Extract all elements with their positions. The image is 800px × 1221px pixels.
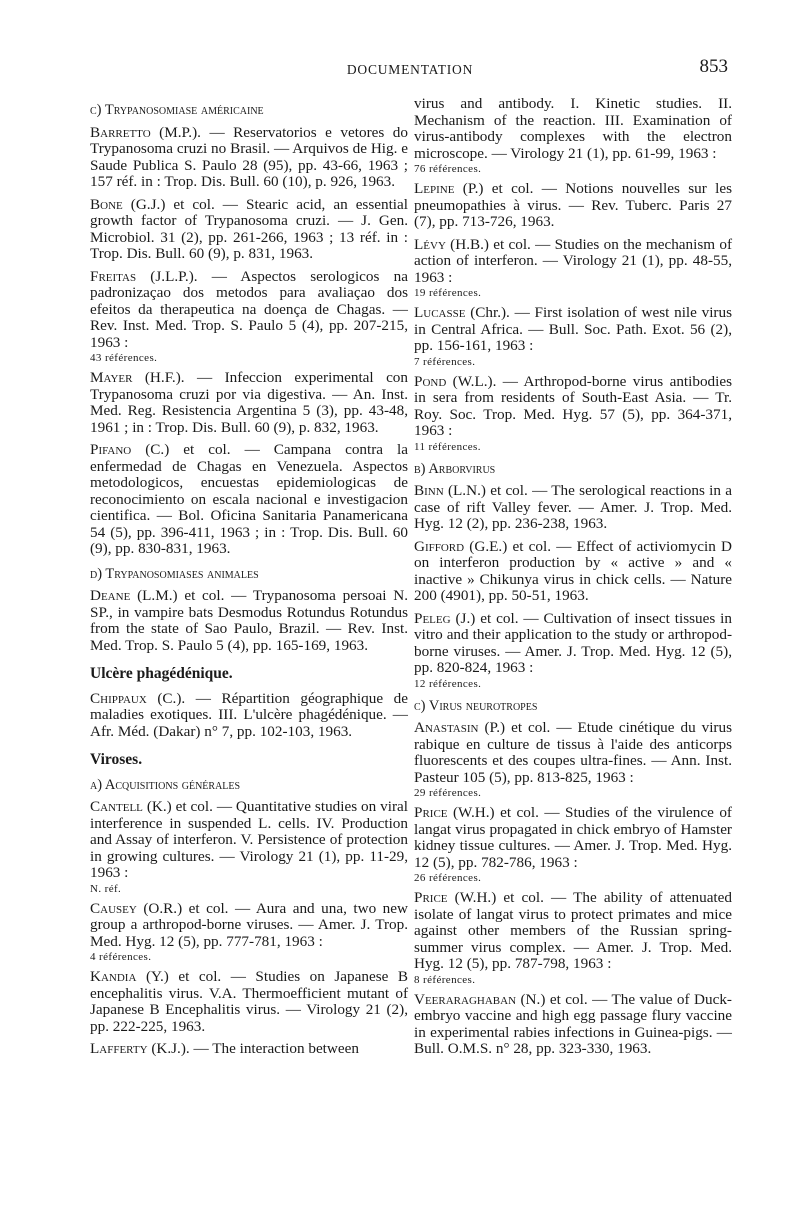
entry-citation: (M.P.). — Reservatorios e vetores do Trypanosoma cruzi no Brasil. — Arquivos de Hig. e Saude Publica S. Paulo 28 (95), pp. 43-66, 1963 ; 157 réf. in : Trop. Dis. Bull. 60 (10), p. 926, 1963.: [90, 123, 408, 190]
bibliography-entry: [414, 539, 732, 605]
entry-citation: (Y.) et col. — Studies on Japanese B encephalitis virus. V.A. Thermoefficient mutant of Japanese B Encephalitis virus. — Virology 21 (2), pp. 222-225, 1963.: [90, 968, 408, 1035]
section-heading: Viroses.: [90, 751, 143, 768]
entry-reference-count: 8 références.: [414, 973, 476, 986]
entry-reference-count: 76 références.: [414, 163, 482, 175]
bibliography-entry: [414, 374, 732, 453]
entry-reference-count: 26 références.: [414, 872, 482, 884]
subsection-heading: [90, 566, 408, 583]
bibliography-entry: [414, 483, 732, 533]
entry-citation: (W.H.) et col. — Studies of the virulence of langat virus propagated in chick embryo of Hamster kidney tissue cultures. — Amer. J. Trop. Med. Hyg. 12 (5), pp. 782-786, 1963 :: [414, 804, 732, 871]
entry-citation: (J.L.P.). — Aspectos serologicos na padronizaçao dos metodos para avaliaçao dos efeitos da therapeutica na doença de Chagas. — Rev. Inst. Med. Trop. S. Paulo 5 (4), pp. 207-215, 1963 :: [90, 267, 408, 351]
entry-author: Veeraraghaban: [414, 990, 517, 1008]
right-column: [414, 96, 732, 1064]
entry-citation: (O.R.) et col. — Aura and una, two new group a arthropod-borne viruses. — Amer. J. Trop. Med. Hyg. 12 (5), pp. 777-781, 1963 :: [90, 899, 408, 950]
entry-citation: (W.H.) et col. — The ability of attenuated isolate of langat virus to protect primates and mice against other members of the Russian spring-summer virus complex. — Amer. J. Trop. Med. Hyg. 12 (5), pp. 787-798, 1963 :: [414, 889, 732, 972]
bibliography-entry: [414, 992, 732, 1058]
entry-citation: (P.) et col. — Etude cinétique du virus rabique en culture de tissus à l'aide des anticorps fluorescents et des coupes ultra-fines. — Ann. Inst. Pasteur 105 (5), pp. 813-825, 1963 :: [414, 719, 732, 786]
entry-citation: (G.J.) et col. — Stearic acid, an essential growth factor of Trypanosoma cruzi. — J. Gen. Microbiol. 31 (2), pp. 261-266, 1963 ; 13 réf. in : Trop. Dis. Bull. 60 (9), p. 831, 1963.: [90, 195, 408, 262]
entry-citation: (C.). — Répartition géographique de maladies exotiques. III. L'ulcère phagédénique. — Afr. Méd. (Dakar) n° 7, pp. 102-103, 1963.: [90, 689, 408, 740]
entry-citation: (K.) et col. — Quantitative studies on viral interference in suspended L. cells. IV. Production and Assay of interferon. V. Persistence of protection in growing cultures. — Virology 21 (1), pp. 11-29, 1963 :: [90, 798, 408, 881]
entry-reference-count: 4 références.: [90, 951, 152, 963]
page-header: [90, 56, 730, 86]
entry-citation: (H.F.). — Infeccion experimental con Trypanosoma cruzi por via digestiva. — An. Inst. Med. Reg. Resistencia Argentina 5 (3), pp. 43-48, 1961 ; in : Trop. Dis. Bull. 60 (9), p. 832, 1963.: [90, 369, 408, 436]
entry-author: Mayer: [90, 369, 133, 386]
entry-author: Lepine: [414, 180, 455, 197]
entry-citation: (Chr.). — First isolation of west nile virus in Central Africa. — Bull. Soc. Path. Exot. 56 (2), pp. 156-161, 1963 :: [414, 304, 732, 354]
subsection-heading: [90, 777, 408, 794]
bibliography-entry: [414, 720, 732, 799]
entry-author: Lévy: [414, 235, 446, 253]
bibliography-entry: [90, 588, 408, 654]
entry-author: Kandia: [90, 968, 137, 985]
entry-citation: (L.N.) et col. — The serological reactions in a case of rift Valley fever. — Amer. J. Trop. Med. Hyg. 12 (2), pp. 236-238, 1963.: [414, 482, 732, 532]
subsection-heading-text: d) Trypanosomiases animales: [90, 565, 259, 582]
entry-reference-count: N. réf.: [90, 882, 122, 895]
entry-author: Price: [414, 889, 448, 906]
entry-author: Chippaux: [90, 689, 147, 707]
bibliography-entry: [90, 197, 408, 263]
entry-reference-count: 7 références.: [414, 355, 476, 368]
entry-citation: (P.) et col. — Notions nouvelles sur les pneumopathies à virus. — Rev. Tuberc. Paris 27 (7), pp. 713-726, 1963.: [414, 180, 732, 230]
entry-citation: (N.) et col. — The value of Duck-embryo vaccine and high egg passage flury vaccine in experimental rabies infections in Guinea-pigs. — Bull. O.M.S. n° 28, pp. 323-330, 1963.: [414, 990, 732, 1057]
bibliography-entry: [90, 969, 408, 1035]
bibliography-entry: [414, 237, 732, 300]
entry-author: Deane: [90, 587, 131, 604]
running-title: DOCUMENTATION: [346, 62, 474, 77]
bibliography-entry: [414, 305, 732, 368]
entry-citation: (L.M.) et col. — Trypanosoma persoai N. SP., in vampire bats Desmodus Rotundus Rotundus from the state of Sao Paulo, Brazil. — Rev. Inst. Med. Trop. S. Paulo 5 (4), pp. 165-169, 1963.: [90, 587, 408, 654]
subsection-heading-text: b) Arborvirus: [414, 460, 496, 477]
page-number: 853: [699, 56, 728, 77]
entry-author: Lucasse: [414, 304, 466, 321]
entry-reference-count: 12 références.: [414, 677, 482, 690]
entry-author: Freitas: [90, 267, 137, 285]
entry-author: Price: [414, 804, 448, 821]
entry-author: Binn: [414, 482, 444, 499]
entry-reference-count: 19 références.: [414, 287, 482, 299]
entry-author: Pifano: [90, 441, 132, 458]
entry-author: Bone: [90, 195, 123, 213]
entry-reference-count: 43 références.: [90, 352, 158, 364]
entry-author: Causey: [90, 899, 137, 917]
entry-citation: (H.B.) et col. — Studies on the mechanism of action of interferon. — Virology 21 (1), pp. 48-55, 1963 :: [414, 235, 732, 286]
entry-citation: virus and antibody. I. Kinetic studies. II. Mechanism of the reaction. III. Examination of virus-antibody complexes with the electron microscope. — Virology 21 (1), pp. 61-99, 1963 :: [414, 95, 732, 162]
entry-citation: (W.L.). — Arthropod-borne virus antibodies in sera from residents of South-East Asia. — Tr. Roy. Soc. Trop. Med. Hyg. 57 (5), pp. 364-371, 1963 :: [414, 372, 732, 439]
subsection-heading: [90, 102, 408, 119]
bibliography-entry: [414, 96, 732, 175]
section-heading: Ulcère phagédénique.: [90, 665, 233, 682]
bibliography-entry: [90, 1041, 408, 1058]
entry-citation: (J.) et col. — Cultivation of insect tissues in vitro and their application to the study or arthropod-borne viruses. — Amer. J. Trop. Med. Hyg. 12 (5), pp. 820-824, 1963 :: [414, 609, 732, 676]
bibliography-entry: [414, 890, 732, 986]
entry-citation: (K.J.). — The interaction between: [147, 1040, 359, 1057]
bibliography-entry: [414, 805, 732, 884]
entry-author: Cantell: [90, 798, 143, 815]
subsection-heading: [414, 461, 732, 478]
entry-author: Lafferty: [90, 1040, 148, 1057]
bibliography-entry: [90, 799, 408, 895]
bibliography-entry: [90, 901, 408, 964]
entry-reference-count: 29 références.: [414, 787, 482, 799]
entry-author: Barretto: [90, 123, 151, 141]
entry-author: Pond: [414, 372, 447, 390]
bibliography-entry: [90, 442, 408, 558]
bibliography-entry: [90, 125, 408, 191]
bibliography-entry: [414, 611, 732, 690]
subsection-heading-text: c) Virus neurotropes: [414, 697, 538, 714]
entry-citation: (G.E.) et col. — Effect of activiomycin D on interferon production by « active » and « inactive » Chikunya virus in chick cells. — Nature 200 (4901), pp. 50-51, 1963.: [414, 537, 732, 604]
entry-author: Peleg: [414, 609, 451, 627]
subsection-heading: [414, 698, 732, 715]
entry-author: Anastasin: [414, 719, 479, 736]
entry-citation: (C.) et col. — Campana contra la enfermedad de Chagas en Venezuela. Aspectos metodologicos, encuestas epidemiologicas de reconocimiento on escala nacional e investigacion cientifica. — Bol. Oficina Sanitaria Panamericana 54 (5), pp. 396-411, 1963 ; in : Trop. Dis. Bull. 60 (9), pp. 830-831, 1963.: [90, 441, 408, 557]
left-column: [90, 94, 408, 1064]
subsection-heading-text: c) Trypanosomiase américaine: [90, 102, 264, 118]
bibliography-entry: [414, 181, 732, 231]
bibliography-entry: [90, 691, 408, 741]
entry-reference-count: 11 références.: [414, 440, 481, 453]
entry-author: Gifford: [414, 537, 465, 555]
subsection-heading-text: a) Acquisitions générales: [90, 776, 241, 793]
bibliography-entry: [90, 370, 408, 436]
bibliography-entry: [90, 269, 408, 365]
